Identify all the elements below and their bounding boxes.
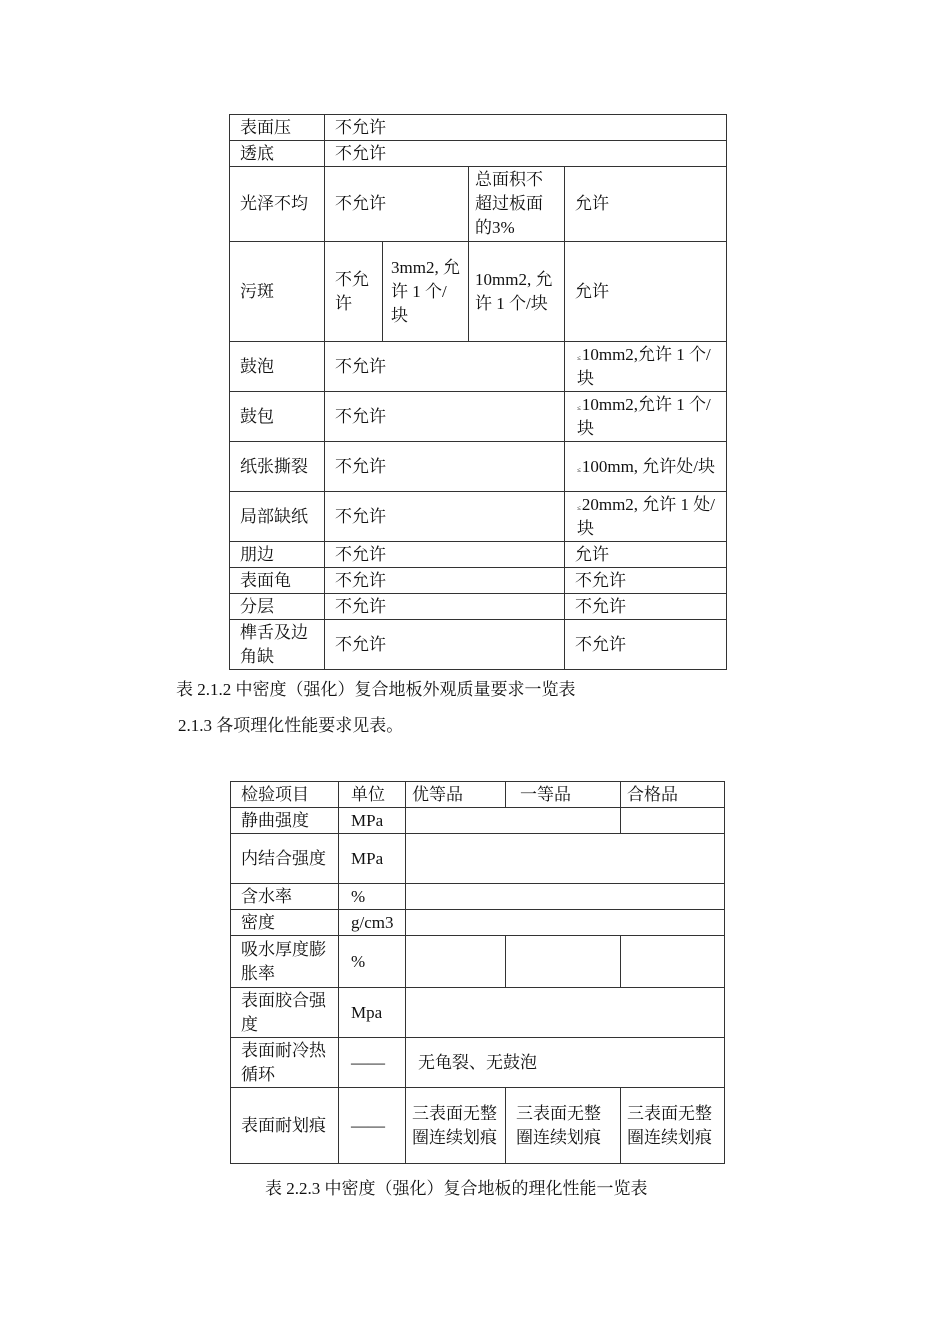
- mark-glyph: ≤: [577, 353, 581, 362]
- table-row: [230, 542, 727, 568]
- value-cell: 允许: [565, 242, 727, 342]
- item-cell: 吸水厚度膨胀率: [231, 936, 339, 988]
- item-cell: 局部缺纸: [230, 492, 325, 542]
- table-caption: 表 2.2.3 中密度（强化）复合地板的理化性能一览表: [265, 1179, 648, 1198]
- value-cell: 允许: [565, 167, 727, 242]
- value-cell: 不允许: [325, 242, 383, 342]
- value-cell: 总面积不超过板面的3%: [469, 167, 565, 242]
- table-caption: 表 2.1.2 中密度（强化）复合地板外观质量要求一览表: [176, 680, 576, 699]
- item-cell: 分层: [230, 594, 325, 620]
- table-row: [230, 568, 727, 594]
- table-row: [231, 910, 725, 936]
- value-cell: 10mm2, 允许 1 个/块: [469, 242, 565, 342]
- value-cell: [621, 936, 725, 988]
- value-cell: 无龟裂、无鼓泡: [406, 1038, 725, 1088]
- physical-properties-table: [230, 781, 725, 1164]
- value-cell: 不允许: [325, 542, 565, 568]
- value-cell: 不允许: [325, 594, 565, 620]
- value-cell: [406, 988, 725, 1038]
- mark-glyph: ≤: [577, 465, 581, 474]
- appearance-quality-table: [229, 114, 727, 670]
- unit-cell: ——: [339, 1088, 406, 1164]
- item-cell: 表面耐冷热循环: [231, 1038, 339, 1088]
- item-cell: 污斑: [230, 242, 325, 342]
- value-cell: 不允许: [325, 620, 565, 670]
- value-cell: 不允许: [325, 115, 727, 141]
- header-cell: 优等品: [406, 782, 506, 808]
- table-row: [230, 442, 727, 492]
- value-cell: 不允许: [565, 594, 727, 620]
- mark-glyph: ≤: [577, 403, 581, 412]
- unit-cell: %: [339, 884, 406, 910]
- header-cell: 单位: [339, 782, 406, 808]
- item-cell: 内结合强度: [231, 834, 339, 884]
- table-row: [231, 1038, 725, 1088]
- item-cell: 榫舌及边角缺: [230, 620, 325, 670]
- value-cell: 三表面无整圈连续划痕: [621, 1088, 725, 1164]
- value-cell: [621, 808, 725, 834]
- value-cell: [406, 808, 621, 834]
- mark-glyph: ≤: [577, 503, 581, 512]
- item-cell: 透底: [230, 141, 325, 167]
- value-cell: ≤20mm2, 允许 1 处/块: [565, 492, 727, 542]
- table-row: [230, 620, 727, 670]
- value-cell: 不允许: [325, 167, 469, 242]
- value-cell: 不允许: [565, 620, 727, 670]
- value-cell: 不允许: [565, 568, 727, 594]
- value-cell: ≤10mm2,允许 1 个/块: [565, 342, 727, 392]
- header-cell: 检验项目: [231, 782, 339, 808]
- value-cell: 允许: [565, 542, 727, 568]
- item-cell: 光泽不均: [230, 167, 325, 242]
- value-cell: [406, 834, 725, 884]
- unit-cell: Mpa: [339, 988, 406, 1038]
- value-cell: 不允许: [325, 442, 565, 492]
- value-cell: [506, 936, 621, 988]
- item-cell: 表面压: [230, 115, 325, 141]
- table-row: [231, 884, 725, 910]
- unit-cell: MPa: [339, 808, 406, 834]
- section-text: 2.1.3 各项理化性能要求见表。: [178, 716, 404, 735]
- table-row: [230, 141, 727, 167]
- value-cell: [406, 910, 725, 936]
- table-row: [230, 342, 727, 392]
- table-row: [230, 594, 727, 620]
- table-row: [230, 392, 727, 442]
- table-header-row: [231, 782, 725, 808]
- item-cell: 表面耐划痕: [231, 1088, 339, 1164]
- item-cell: 表面龟: [230, 568, 325, 594]
- unit-cell: g/cm3: [339, 910, 406, 936]
- item-cell: 纸张撕裂: [230, 442, 325, 492]
- table-row: [231, 834, 725, 884]
- value-cell: 不允许: [325, 392, 565, 442]
- value-cell: 三表面无整圈连续划痕: [506, 1088, 621, 1164]
- unit-cell: ——: [339, 1038, 406, 1088]
- item-cell: 表面胶合强度: [231, 988, 339, 1038]
- item-cell: 鼓泡: [230, 342, 325, 392]
- value-cell: 不允许: [325, 141, 727, 167]
- value-cell: 不允许: [325, 568, 565, 594]
- table-row: [231, 808, 725, 834]
- item-cell: 含水率: [231, 884, 339, 910]
- unit-cell: %: [339, 936, 406, 988]
- unit-cell: MPa: [339, 834, 406, 884]
- value-cell: [406, 884, 725, 910]
- value-cell: ≤100mm, 允许处/块: [565, 442, 727, 492]
- value-cell: [406, 936, 506, 988]
- table-row: [231, 1088, 725, 1164]
- item-cell: 鼓包: [230, 392, 325, 442]
- value-cell: 3mm2, 允许 1 个/块: [383, 242, 469, 342]
- item-cell: 密度: [231, 910, 339, 936]
- value-cell: ≤10mm2,允许 1 个/块: [565, 392, 727, 442]
- value-cell: 不允许: [325, 492, 565, 542]
- value-cell: 不允许: [325, 342, 565, 392]
- header-cell: 一等品: [506, 782, 621, 808]
- table-row: [230, 492, 727, 542]
- table-row: [230, 167, 727, 242]
- value-cell: 三表面无整圈连续划痕: [406, 1088, 506, 1164]
- table-row: [230, 242, 727, 342]
- item-cell: 朋边: [230, 542, 325, 568]
- item-cell: 静曲强度: [231, 808, 339, 834]
- header-cell: 合格品: [621, 782, 725, 808]
- table-row: [230, 115, 727, 141]
- table-row: [231, 988, 725, 1038]
- table-row: [231, 936, 725, 988]
